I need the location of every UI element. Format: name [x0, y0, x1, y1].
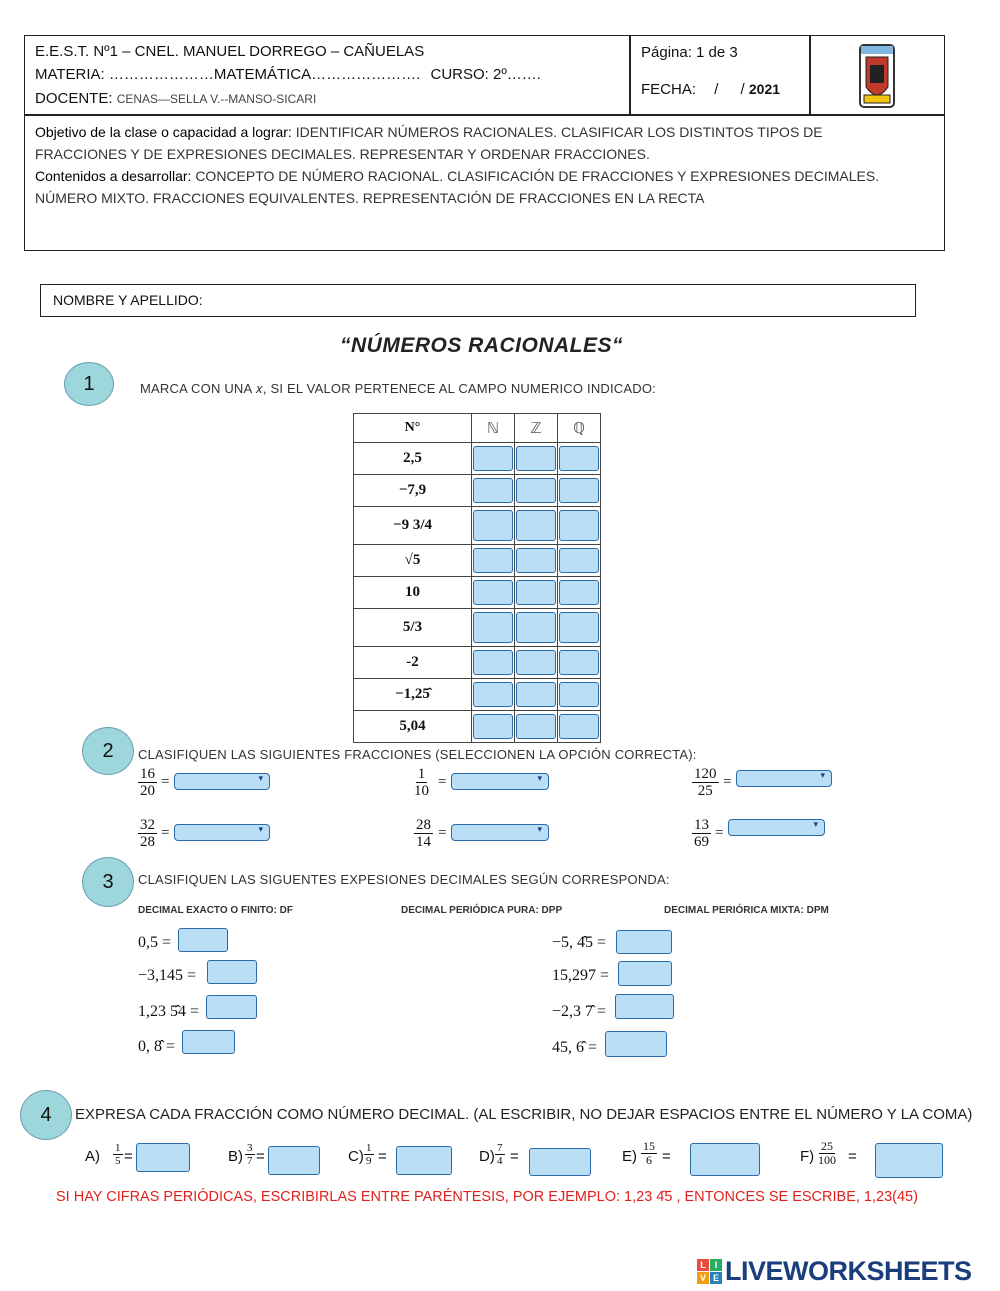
exercise-4-badge: 4 — [20, 1090, 72, 1140]
table-row: 5,04 — [354, 711, 601, 743]
decimal-expr: 15,297 = — [552, 967, 610, 984]
check-n-row-9[interactable] — [473, 714, 513, 739]
check-n-row-7[interactable] — [473, 650, 513, 675]
check-q-row-7[interactable] — [559, 650, 599, 675]
check-z-row-3[interactable] — [516, 510, 556, 541]
table-header-row — [354, 414, 601, 443]
select-fraction-type-3[interactable]: ▾ — [736, 770, 832, 787]
fraction-1-5: $\frac{1}{5}$ — [115, 1142, 121, 1167]
check-n-row-8[interactable] — [473, 682, 513, 707]
check-q-row-9[interactable] — [559, 714, 599, 739]
equals-sign: = — [723, 774, 732, 790]
page-title: “NÚMEROS RACIONALES“ — [340, 334, 624, 357]
objective-text: Objetivo de la clase o capacidad a lograr: IDENTIFICAR NÚMEROS RACIONALES. CLASIFICAR LOS DISTINTOS TIPOS DE FRACCIONES Y DE EXPRESIONES DECIMALES. REPRESENTAR Y ORDENAR FRACCIONES. Contenidos a desarrollar: CONCEPTO DE NÚMERO RACIONAL. CLASIFICACIÓN DE FRACCIONES Y EXPRESIONES DECIMALES. NÚMERO MIXTO. FRACCIONES EQUIVALENTES. REPRESENTACIÓN DE FRACCIONES EN LA RECTA — [35, 124, 880, 206]
decimal-answer-right-3[interactable] — [615, 994, 674, 1019]
periodic-digits-note: SI HAY CIFRAS PERIÓDICAS, ESCRIBIRLAS ENTRE PARÉNTESIS, POR EJEMPLO: 1,23 4̂5 , ENTONCES SE ESCRIBE, 1,23(45) — [56, 1189, 918, 1205]
check-n-row-1[interactable] — [473, 446, 513, 471]
table-row: -2 — [354, 647, 601, 679]
decimal-answer-left-4[interactable] — [182, 1030, 235, 1054]
equals-sign: = — [256, 1148, 265, 1165]
school-name: E.E.S.T. Nº1 – CNEL. MANUEL DORREGO – CAÑUELAS — [35, 43, 425, 60]
number-classification-table — [353, 413, 601, 743]
check-n-row-2[interactable] — [473, 478, 513, 503]
exercise-2-badge: 2 — [82, 727, 134, 775]
select-fraction-type-5[interactable]: ▾ — [451, 824, 549, 841]
decimal-input-a[interactable] — [136, 1143, 190, 1172]
table-row: 10 — [354, 577, 601, 609]
liveworksheets-logo — [697, 1256, 972, 1287]
decimal-input-d[interactable] — [529, 1148, 591, 1176]
decimal-answer-left-2[interactable] — [207, 960, 257, 984]
equals-sign: = — [161, 825, 170, 841]
exercise-1-instruction: MARCA CON UNA 𝑥, SI EL VALOR PERTENECE AL CAMPO NUMERICO INDICADO: — [140, 381, 656, 396]
materia-line: MATERIA: …………………MATEMÁTICA…………………. CURSO: 2º……. — [35, 66, 541, 83]
header-n: N° — [354, 414, 472, 443]
check-q-row-4[interactable] — [559, 548, 599, 573]
check-z-row-5[interactable] — [516, 580, 556, 605]
check-z-row-8[interactable] — [516, 682, 556, 707]
decimal-expr: 45, 6̂ = — [552, 1039, 598, 1056]
decimal-expr: 0, 8̂ = — [138, 1038, 176, 1055]
equals-sign: = — [510, 1148, 519, 1165]
decimal-expr: −2,3 7̂ = — [552, 1003, 607, 1020]
decimal-answer-left-3[interactable] — [206, 995, 257, 1019]
equals-sign: = — [438, 774, 447, 790]
fraction-15-6: $\frac{15}{6}$ — [643, 1139, 655, 1167]
item-label-b: B) — [228, 1148, 243, 1165]
school-logo — [858, 43, 896, 109]
fraction-13-69: $\frac{13}{69}$ — [694, 817, 709, 850]
select-fraction-type-6[interactable]: ▾ — [728, 819, 825, 836]
item-label-a: A) — [85, 1148, 100, 1165]
decimal-expr: 0,5 = — [138, 934, 172, 951]
table-row: 5/3 — [354, 609, 601, 647]
decimal-answer-right-4[interactable] — [605, 1031, 667, 1057]
decimal-answer-right-2[interactable] — [618, 961, 672, 986]
fraction-1-9: $\frac{1}{9}$ — [366, 1142, 372, 1167]
decimal-input-c[interactable] — [396, 1146, 452, 1175]
exercise-4-instruction: EXPRESA CADA FRACCIÓN COMO NÚMERO DECIMAL. (AL ESCRIBIR, NO DEJAR ESPACIOS ENTRE EL NÚMERO Y LA COMA) — [75, 1106, 973, 1123]
fraction-25-100: $\frac{25}{100}$ — [818, 1139, 836, 1167]
decimal-expr: 1,23 5̂4 = — [138, 1003, 200, 1020]
equals-sign: = — [848, 1148, 857, 1165]
fecha-line: FECHA: / / 2021 — [641, 81, 781, 98]
check-q-row-5[interactable] — [559, 580, 599, 605]
select-fraction-type-4[interactable]: ▾ — [174, 824, 270, 841]
fraction-1-10: $\frac{1}{10}$ — [414, 766, 429, 799]
equals-sign: = — [662, 1148, 671, 1165]
legend-dpm: DECIMAL PERIÓRICA MIXTA: DPM — [664, 905, 829, 916]
table-row: 2,5 — [354, 443, 601, 475]
item-label-e: E) — [622, 1148, 637, 1165]
table-row: −1,25̂ — [354, 679, 601, 711]
check-z-row-4[interactable] — [516, 548, 556, 573]
brand-name: LIVEWORKSHEETS — [725, 1256, 972, 1286]
table-row: √5 — [354, 545, 601, 577]
fraction-28-14: $\frac{28}{14}$ — [416, 817, 431, 850]
fraction-120-25: $\frac{120}{25}$ — [694, 766, 717, 799]
equals-sign: = — [438, 825, 447, 841]
exercise-1-badge: 1 — [64, 362, 114, 406]
check-z-row-2[interactable] — [516, 478, 556, 503]
decimal-input-e[interactable] — [690, 1143, 760, 1176]
item-label-c: C) — [348, 1148, 364, 1165]
fraction-16-20: $\frac{16}{20}$ — [140, 766, 155, 799]
decimal-input-f[interactable] — [875, 1143, 943, 1178]
fraction-32-28: $\frac{32}{28}$ — [140, 817, 155, 850]
page-number: Página: 1 de 3 — [641, 44, 738, 61]
equals-sign: = — [124, 1148, 133, 1165]
check-q-row-3[interactable] — [559, 510, 599, 541]
select-fraction-type-1[interactable]: ▾ — [174, 773, 270, 790]
decimal-answer-left-1[interactable] — [178, 928, 228, 952]
check-q-row-8[interactable] — [559, 682, 599, 707]
check-z-row-9[interactable] — [516, 714, 556, 739]
check-q-row-6[interactable] — [559, 612, 599, 643]
check-q-row-2[interactable] — [559, 478, 599, 503]
header-integers: ℤ — [515, 414, 558, 443]
decimal-input-b[interactable] — [268, 1146, 320, 1175]
school-shield-icon — [858, 43, 896, 109]
docente-line: DOCENTE: CENAS—SELLA V.--MANSO-SICARI — [35, 90, 317, 107]
fraction-7-4: $\frac{7}{4}$ — [497, 1142, 503, 1167]
item-label-d: D) — [479, 1148, 495, 1165]
decimal-expr: −5, 4̂5 = — [552, 934, 607, 951]
exercise-2-instruction: CLASIFIQUEN LAS SIGUIENTES FRACCIONES (SELECCIONEN LA OPCIÓN CORRECTA): — [138, 747, 697, 762]
check-z-row-7[interactable] — [516, 650, 556, 675]
equals-sign: = — [378, 1148, 387, 1165]
check-n-row-3[interactable] — [473, 510, 513, 541]
check-n-row-4[interactable] — [473, 548, 513, 573]
exercise-3-badge: 3 — [82, 857, 134, 907]
equals-sign: = — [161, 774, 170, 790]
liveworksheets-grid-icon: L I V E — [697, 1259, 722, 1284]
header-naturals: ℕ — [472, 414, 515, 443]
legend-df: DECIMAL EXACTO O FINITO: DF — [138, 905, 294, 916]
check-z-row-6[interactable] — [516, 612, 556, 643]
equals-sign: = — [715, 825, 724, 841]
table-row: −7,9 — [354, 475, 601, 507]
name-label: NOMBRE Y APELLIDO: — [53, 292, 203, 308]
check-n-row-6[interactable] — [473, 612, 513, 643]
check-q-row-1[interactable] — [559, 446, 599, 471]
exercise-3-instruction: CLASIFIQUEN LAS SIGUENTES EXPESIONES DECIMALES SEGÚN CORRESPONDA: — [138, 872, 670, 887]
check-z-row-1[interactable] — [516, 446, 556, 471]
legend-dpp: DECIMAL PERIÓDICA PURA: DPP — [401, 905, 563, 916]
fraction-3-7: $\frac{3}{7}$ — [247, 1142, 253, 1167]
check-n-row-5[interactable] — [473, 580, 513, 605]
item-label-f: F) — [800, 1148, 815, 1165]
select-fraction-type-2[interactable]: ▾ — [451, 773, 549, 790]
decimal-expr: −3,145 = — [138, 967, 197, 984]
table-row: −9 3/4 — [354, 507, 601, 545]
decimal-answer-right-1[interactable] — [616, 930, 672, 954]
header-rationals: ℚ — [558, 414, 601, 443]
